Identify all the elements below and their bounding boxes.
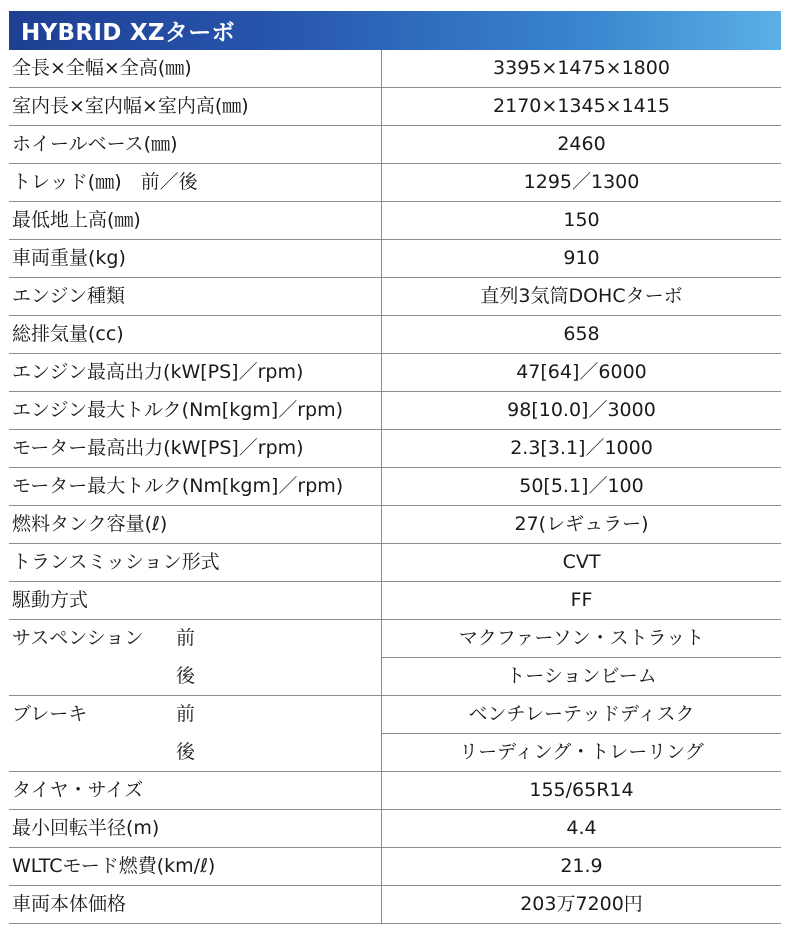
spec-label: エンジン最大トルク(Nm[kgm]／rpm) (12, 399, 343, 421)
spec-label-cell (9, 582, 382, 620)
spec-label-cell (9, 354, 382, 392)
spec-label-cell (9, 886, 382, 924)
spec-sub-label: 後 (176, 664, 196, 687)
spec-row (9, 544, 781, 582)
spec-label: 最小回転半径(m) (12, 817, 160, 839)
spec-value: 658 (382, 316, 782, 354)
spec-label-cell (9, 658, 382, 696)
spec-row (9, 316, 781, 354)
spec-value: 21.9 (382, 848, 782, 886)
spec-sub-label: 後 (176, 740, 196, 763)
spec-label: エンジン最高出力(kW[PS]／rpm) (12, 361, 304, 383)
spec-row (9, 278, 781, 316)
spec-label-cell (9, 544, 382, 582)
spec-label-cell (9, 430, 382, 468)
spec-label: トランスミッション形式 (12, 551, 220, 573)
spec-value: トーションビーム (382, 658, 782, 696)
spec-row (9, 126, 781, 164)
spec-table (9, 50, 781, 924)
spec-label: 駆動方式 (12, 589, 89, 611)
spec-row (9, 202, 781, 240)
spec-label: 車両重量(kg) (12, 247, 126, 269)
spec-label: 最低地上高(㎜) (12, 209, 141, 231)
spec-label: モーター最大トルク(Nm[kgm]／rpm) (12, 475, 344, 497)
spec-value: マクファーソン・ストラット (382, 620, 782, 658)
spec-label: タイヤ・サイズ (12, 779, 144, 801)
spec-value: 203万7200円 (382, 886, 782, 924)
spec-label-cell (9, 126, 382, 164)
spec-label: ホイールベース(㎜) (12, 133, 178, 155)
spec-label: WLTCモード燃費(km/ℓ) (12, 855, 216, 877)
spec-row (9, 50, 781, 88)
spec-label-cell (9, 810, 382, 848)
spec-row (9, 164, 781, 202)
spec-label-cell (9, 240, 382, 278)
spec-label-cell (9, 468, 382, 506)
spec-row (9, 354, 781, 392)
spec-row (9, 468, 781, 506)
spec-label: サスペンション (12, 627, 144, 650)
spec-row (9, 88, 781, 126)
spec-row (9, 506, 781, 544)
spec-label-cell (9, 620, 382, 658)
spec-sub-label: 前 (176, 703, 196, 726)
spec-row (9, 582, 781, 620)
spec-table-body (9, 50, 781, 924)
spec-title: HYBRID XZターボ (21, 20, 235, 46)
spec-value: 47[64]／6000 (382, 354, 782, 392)
spec-row (9, 886, 781, 924)
spec-value: 150 (382, 202, 782, 240)
spec-row (9, 810, 781, 848)
spec-value: CVT (382, 544, 782, 582)
spec-value: 2170×1345×1415 (382, 88, 782, 126)
spec-label: 総排気量(cc) (12, 323, 124, 345)
spec-row (9, 658, 781, 696)
spec-label: 燃料タンク容量(ℓ) (12, 513, 168, 535)
spec-label-cell (9, 202, 382, 240)
spec-row (9, 696, 781, 734)
spec-label-cell (9, 506, 382, 544)
spec-value: ベンチレーテッドディスク (382, 696, 782, 734)
spec-label-cell (9, 734, 382, 772)
spec-label-cell (9, 278, 382, 316)
spec-label: ブレーキ (12, 703, 88, 726)
spec-row (9, 848, 781, 886)
spec-row (9, 392, 781, 430)
spec-label-cell (9, 316, 382, 354)
spec-value: 直列3気筒DOHCターボ (382, 278, 782, 316)
spec-value: 3395×1475×1800 (382, 50, 782, 88)
spec-value: 4.4 (382, 810, 782, 848)
spec-sub-label: 前 (176, 627, 196, 650)
spec-value: FF (382, 582, 782, 620)
spec-value: 1295／1300 (382, 164, 782, 202)
spec-value: 98[10.0]／3000 (382, 392, 782, 430)
spec-value: 910 (382, 240, 782, 278)
spec-label-cell (9, 696, 382, 734)
spec-label: モーター最高出力(kW[PS]／rpm) (12, 437, 304, 459)
spec-label-cell (9, 848, 382, 886)
spec-label: 全長×全幅×全高(㎜) (12, 57, 192, 79)
title-bar (9, 11, 781, 50)
spec-value: 2.3[3.1]／1000 (382, 430, 782, 468)
spec-row (9, 620, 781, 658)
spec-label-cell (9, 164, 382, 202)
spec-label-cell (9, 88, 382, 126)
spec-label-cell (9, 392, 382, 430)
spec-row (9, 430, 781, 468)
spec-value: リーディング・トレーリング (382, 734, 782, 772)
spec-label-cell (9, 50, 382, 88)
spec-value: 2460 (382, 126, 782, 164)
spec-value: 155/65R14 (382, 772, 782, 810)
spec-label-cell (9, 772, 382, 810)
spec-row (9, 772, 781, 810)
spec-row (9, 734, 781, 772)
spec-label: トレッド(㎜) 前／後 (12, 171, 198, 193)
spec-label: 車両本体価格 (12, 893, 127, 915)
spec-label: エンジン種類 (12, 285, 126, 307)
spec-sheet (9, 11, 781, 924)
spec-row (9, 240, 781, 278)
spec-label: 室内長×室内幅×室内高(㎜) (12, 95, 249, 117)
spec-value: 27(レギュラー) (382, 506, 782, 544)
spec-value: 50[5.1]／100 (382, 468, 782, 506)
